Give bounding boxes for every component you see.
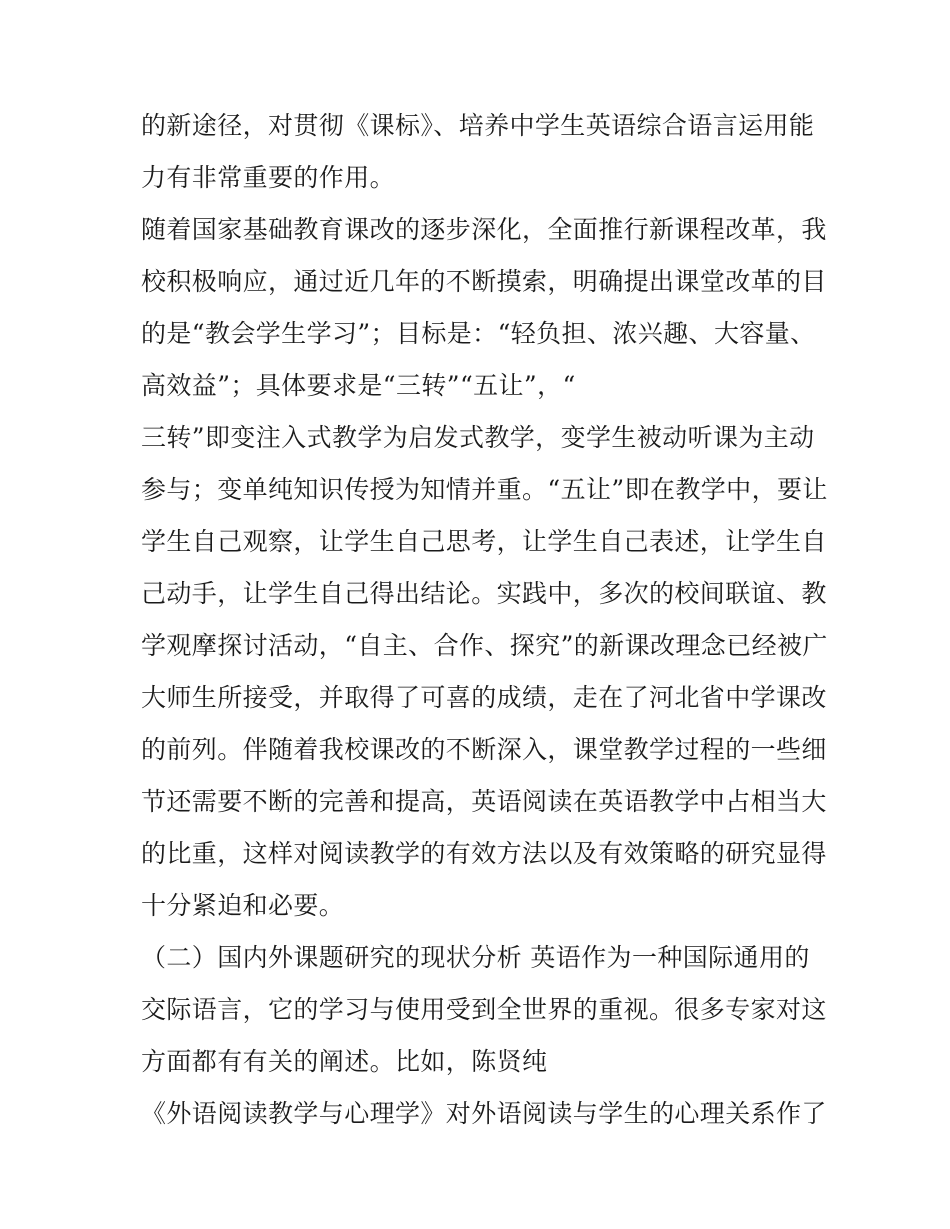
text-line: 的新途径，对贯彻《课标》、培养中学生英语综合语言运用能 xyxy=(141,111,815,140)
text-line: 大师生所接受，并取得了可喜的成绩，走在了河北省中学课改 xyxy=(141,683,827,712)
text-line: 学生自己观察，让学生自己思考，让学生自己表述，让学生自 xyxy=(141,527,827,556)
text-line: 的比重，这样对阅读教学的有效方法以及有效策略的研究显得 xyxy=(141,839,827,868)
text-line: 《外语阅读教学与心理学》对外语阅读与学生的心理关系作了 xyxy=(141,1099,827,1128)
text-line: 十分紧迫和必要。 xyxy=(141,891,345,920)
text-line: 己动手，让学生自己得出结论。实践中，多次的校间联谊、教 xyxy=(141,579,827,608)
text-line: 参与；变单纯知识传授为知情并重。“五让”即在教学中，要让 xyxy=(141,475,828,504)
text-line: 方面都有有关的阐述。比如，陈贤纯 xyxy=(141,1047,548,1076)
section-heading-line: （二）国内外课题研究的现状分析 英语作为一种国际通用的 xyxy=(141,943,810,972)
text-line: 的是“教会学生学习”；目标是：“轻负担、浓兴趣、大容量、 xyxy=(141,319,816,348)
text-line: 节还需要不断的完善和提高，英语阅读在英语教学中占相当大 xyxy=(141,787,827,816)
text-line: 交际语言，它的学习与使用受到全世界的重视。很多专家对这 xyxy=(141,995,827,1024)
text-line: 的前列。伴随着我校课改的不断深入，课堂教学过程的一些细 xyxy=(141,735,827,764)
text-line: 高效益”；具体要求是“三转”“五让”，“ xyxy=(141,371,576,400)
text-line: 随着国家基础教育课改的逐步深化，全面推行新课程改革，我 xyxy=(141,215,827,244)
text-line: 校积极响应，通过近几年的不断摸索，明确提出课堂改革的目 xyxy=(141,267,827,296)
text-line: 三转”即变注入式教学为启发式教学，变学生被动听课为主动 xyxy=(141,423,815,452)
text-line: 力有非常重要的作用。 xyxy=(141,163,396,192)
text-line: 学观摩探讨活动，“自主、合作、探究”的新课改理念已经被广 xyxy=(141,631,828,660)
